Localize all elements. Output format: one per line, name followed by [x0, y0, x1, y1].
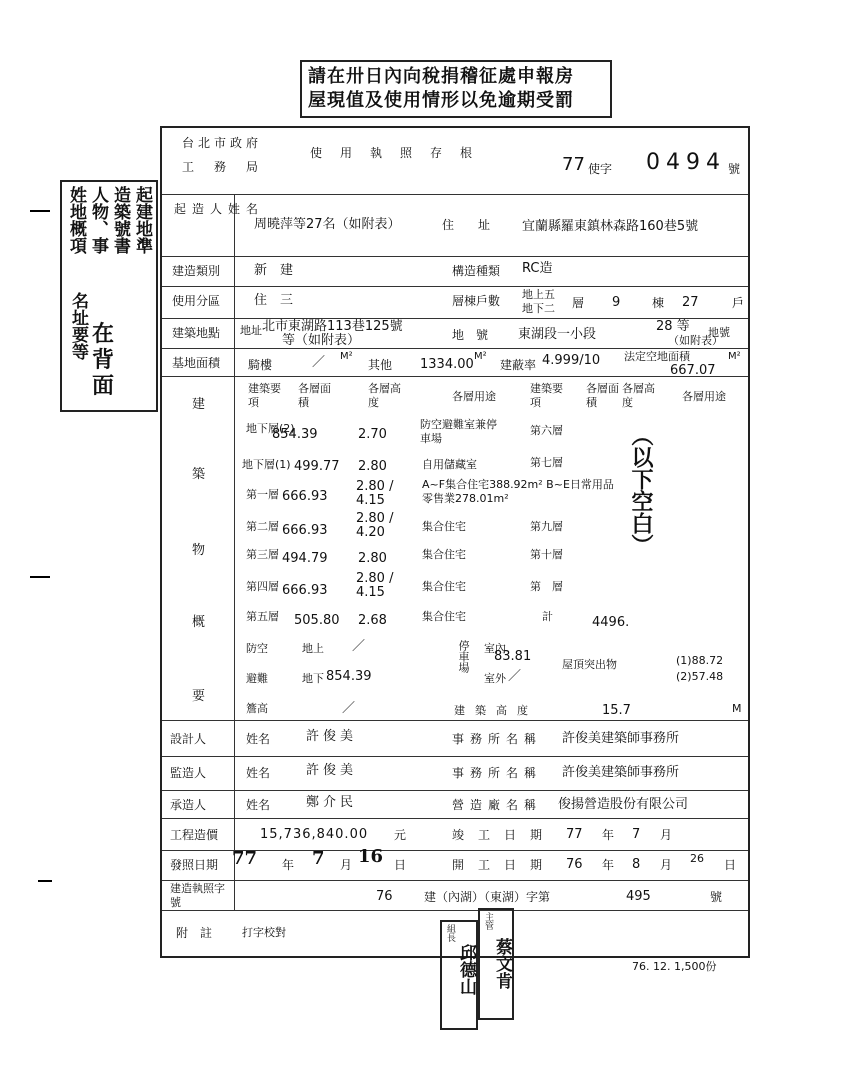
permit-suffix: 號 — [728, 162, 741, 176]
agency-line-1: 台北市政府 — [182, 136, 263, 150]
side-tail — [92, 322, 114, 400]
permit-label: 建造執照字號 — [170, 882, 225, 909]
shelter-down-value: 854.39 — [326, 669, 372, 684]
cost-value: 15,736,840.00 — [260, 827, 369, 842]
coverage-label: 建蔽率 — [500, 358, 537, 372]
builder-value: 周曉萍等27名（如附表） — [254, 217, 401, 232]
lot-number: 28 等 — [656, 319, 690, 334]
start-month-unit: 月 — [660, 858, 673, 872]
issue-day: 16 — [358, 846, 384, 867]
blank-note: （以下空白） — [628, 424, 654, 556]
floor-name: 第三層 — [246, 548, 279, 561]
seal-name-2: 蔡文肯 — [492, 938, 512, 989]
base-area-label: 基地面積 — [172, 356, 221, 370]
site-prefix: 地址 — [240, 324, 262, 337]
shelter-label-2: 避難 — [246, 672, 268, 685]
completion-label: 竣工日期 — [452, 828, 557, 842]
floor-use: 集合住宅 — [422, 610, 466, 623]
section-char-5: 要 — [192, 689, 206, 704]
parking-out-label: 室外 — [484, 672, 506, 685]
col-floor-use: 各層用途 — [452, 390, 496, 403]
parking-in-value: 83.81 — [494, 649, 532, 664]
floor-use: 集合住宅 — [422, 520, 466, 533]
form-title: 使用執照存根 — [310, 146, 491, 160]
floor-area: 854.39 — [272, 427, 318, 442]
address-value: 宜蘭縣羅東鎮林森路160巷5號 — [522, 219, 699, 234]
structure-value: RC造 — [522, 261, 553, 276]
scan-mark — [30, 210, 50, 212]
start-day-unit: 日 — [724, 858, 737, 872]
permit-year: 77 — [562, 154, 585, 175]
floors-count: 9 — [612, 295, 621, 310]
col-floor-height: 各層高度 — [368, 382, 401, 409]
seal-supervisor — [478, 908, 514, 1020]
floors-down: 地下二 — [522, 302, 555, 315]
section-char-1: 建 — [192, 397, 206, 412]
stamp-line-2: 屋現值及使用情形以免逾期受罰 — [308, 90, 574, 111]
section-char-2: 築 — [192, 467, 206, 482]
floor-name: 第一層 — [246, 488, 279, 501]
permit-suffix: 號 — [710, 890, 723, 904]
issue-day-unit: 日 — [394, 858, 407, 872]
floor-use: 集合住宅 — [422, 548, 466, 561]
seal-label-2: 主管 — [483, 912, 493, 930]
col-floor-use-r: 各層用途 — [682, 390, 726, 403]
zoning-label: 使用分區 — [172, 294, 221, 308]
section-char-4: 概 — [192, 615, 206, 630]
seal-name-1: 邱德山 — [456, 944, 476, 995]
contractor-label: 承造人 — [170, 798, 207, 812]
eave-value: ／ — [342, 701, 356, 716]
supervisor-name: 許俊美 — [306, 763, 358, 778]
shelter-label-1: 防空 — [246, 642, 268, 655]
side-note-box — [60, 180, 158, 412]
tax-notice-stamp — [300, 60, 612, 118]
side-col-3: 人物、事 — [88, 186, 108, 254]
floors-label: 層棟戶數 — [452, 294, 501, 308]
open-area-label: 法定空地面積 — [624, 350, 690, 363]
permit-no: 495 — [626, 889, 651, 904]
floor-use: 集合住宅 — [422, 580, 466, 593]
completion-month: 7 — [632, 827, 641, 842]
col-floor-area-r: 各層面積 — [586, 382, 619, 409]
start-month: 8 — [632, 857, 641, 872]
issue-month-unit: 月 — [340, 858, 353, 872]
shelter-up-label: 地上 — [302, 642, 324, 655]
open-area-unit: M² — [728, 351, 741, 362]
permit-char: 使字 — [588, 162, 613, 176]
supervisor-name-label: 姓名 — [246, 766, 271, 780]
start-label: 開工日期 — [452, 858, 557, 872]
open-area-value: 667.07 — [670, 363, 716, 378]
floor-height: 2.80 — [358, 551, 387, 566]
riding-unit: M² — [340, 351, 353, 362]
shelter-up-value: ／ — [352, 639, 366, 654]
side-tail-2: 背 — [92, 348, 115, 373]
supervisor-office-label: 事務所名稱 — [452, 766, 543, 780]
permit-year: 76 — [376, 889, 393, 904]
contractor-name-label: 姓名 — [246, 798, 271, 812]
right-floor-total: 計 — [542, 610, 553, 623]
building-count: 27 — [682, 295, 699, 310]
issue-month: 7 — [312, 848, 325, 869]
contractor-office: 俊揚營造股份有限公司 — [558, 797, 689, 812]
households-unit: 戶 — [732, 296, 745, 310]
site-value-2: 等（如附表） — [282, 333, 361, 348]
lot-suffix: 地號 — [708, 326, 730, 339]
other-unit: M² — [474, 351, 487, 362]
floor-area: 666.93 — [282, 489, 328, 504]
agency-line-2: 工 務 局 — [182, 160, 263, 174]
col-building-req-r: 建築要項 — [530, 382, 563, 409]
build-type-value: 新 建 — [254, 263, 294, 278]
col-floor-height-r: 各層高度 — [622, 382, 655, 409]
side-col-4: 姓地概項 — [66, 186, 86, 254]
floor-use: 防空避難室兼停車場 — [420, 418, 497, 445]
start-day: 26 — [690, 852, 704, 865]
designer-office: 許俊美建築師事務所 — [562, 731, 680, 746]
floor-name: 第五層 — [246, 610, 279, 623]
building-unit: 棟 — [652, 296, 665, 310]
zoning-value: 住 三 — [254, 293, 294, 308]
floor-area: 505.80 — [294, 613, 340, 628]
floor-height: 2.80 / 4.20 — [356, 511, 394, 540]
side-col-5: 名址要等 — [68, 292, 88, 360]
cost-label: 工程造價 — [170, 828, 219, 842]
permit-number: 0494 — [646, 150, 726, 175]
site-value: 北市東湖路113巷125號 — [262, 319, 403, 334]
floor-name: 地下層(2) — [246, 422, 295, 435]
build-type-label: 建造類別 — [172, 264, 221, 278]
start-year-unit: 年 — [602, 858, 615, 872]
coverage-value: 4.999/10 — [542, 353, 601, 368]
address-label: 住 址 — [442, 218, 497, 232]
col-floor-area: 各層面積 — [298, 382, 331, 409]
lot-note: （如附表） — [668, 334, 723, 347]
notes-label: 附註 — [176, 926, 225, 940]
section-char-3: 物 — [192, 543, 206, 558]
roof-value-1: (1)88.72 — [676, 654, 724, 667]
typing-check-label: 打字校對 — [242, 926, 286, 939]
height-label: 建築高度 — [454, 704, 538, 717]
right-total-value: 4496. — [592, 615, 630, 630]
floor-height: 2.68 — [358, 613, 387, 628]
parking-label: 停車場 — [457, 640, 470, 673]
issue-label: 發照日期 — [170, 858, 219, 872]
stamp-line-1: 請在卅日內向稅捐稽征處申報房 — [308, 66, 574, 87]
scan-mark — [30, 576, 50, 578]
floor-use: A~F集合住宅388.92m² B~E日常用品零售業278.01m² — [422, 478, 614, 505]
right-floor-10: 第十層 — [530, 548, 563, 561]
eave-label: 簷高 — [246, 702, 268, 715]
floor-use: 自用儲藏室 — [422, 458, 477, 471]
cost-unit: 元 — [394, 828, 407, 842]
side-tail-1: 在 — [92, 322, 115, 347]
floor-height: 2.80 — [358, 459, 387, 474]
floor-area: 499.77 — [294, 459, 340, 474]
roof-value-2: (2)57.48 — [676, 670, 724, 683]
riding-label: 騎樓 — [248, 358, 273, 372]
floor-height: 2.80 / 4.15 — [356, 479, 394, 508]
floor-name: 地下層(1) — [242, 458, 291, 471]
issue-year-unit: 年 — [282, 858, 295, 872]
floor-height: 2.70 — [358, 427, 387, 442]
other-value: 1334.00 — [420, 357, 474, 372]
builder-label: 起造人姓名 — [174, 202, 265, 216]
completion-month-unit: 月 — [660, 828, 673, 842]
right-floor-7: 第七層 — [530, 456, 563, 469]
issue-year: 77 — [232, 848, 258, 869]
floors-unit: 層 — [572, 296, 585, 310]
parking-out-value: ／ — [508, 669, 522, 684]
floor-height: 2.80 / 4.15 — [356, 571, 394, 600]
height-value: 15.7 — [602, 703, 631, 718]
parking-in-label: 室內 — [484, 642, 506, 655]
lot-value: 東湖段一小段 — [518, 327, 597, 342]
col-building-req: 建築要項 — [248, 382, 281, 409]
scan-mark — [38, 880, 52, 882]
start-year: 76 — [566, 857, 583, 872]
completion-year: 77 — [566, 827, 583, 842]
riding-value: ／ — [312, 355, 326, 370]
print-footer: 76. 12. 1,500份 — [632, 960, 717, 973]
right-floor-9: 第九層 — [530, 520, 563, 533]
permit-form — [160, 126, 750, 958]
seal-group-leader — [440, 920, 478, 1030]
height-unit: M — [732, 702, 742, 715]
contractor-name: 鄭介民 — [306, 795, 358, 810]
supervisor-label: 監造人 — [170, 766, 207, 780]
right-floor-blank: 第 層 — [530, 580, 563, 593]
designer-office-label: 事務所名稱 — [452, 732, 543, 746]
designer-label: 設計人 — [170, 732, 207, 746]
site-label: 建築地點 — [172, 326, 221, 340]
floors-up: 地上五 — [522, 288, 555, 301]
structure-label: 構造種類 — [452, 264, 501, 278]
roof-label: 屋頂突出物 — [562, 658, 617, 671]
seal-label-1: 組長 — [445, 924, 455, 942]
side-col-2: 造築號書 — [110, 186, 130, 254]
permit-text: 建（內湖）（東湖）字第 — [424, 890, 551, 904]
supervisor-office: 許俊美建築師事務所 — [562, 765, 680, 780]
other-label: 其他 — [368, 358, 393, 372]
completion-year-unit: 年 — [602, 828, 615, 842]
lot-label: 地 號 — [452, 328, 489, 342]
floor-area: 666.93 — [282, 523, 328, 538]
designer-name-label: 姓名 — [246, 732, 271, 746]
side-tail-3: 面 — [92, 374, 115, 399]
floor-name: 第二層 — [246, 520, 279, 533]
right-floor-6: 第六層 — [530, 424, 563, 437]
shelter-down-label: 地下 — [302, 672, 324, 685]
side-col-1: 起建地準 — [132, 186, 152, 254]
floor-area: 494.79 — [282, 551, 328, 566]
contractor-office-label: 營造廠名稱 — [452, 798, 543, 812]
designer-name: 許俊美 — [306, 729, 358, 744]
floor-name: 第四層 — [246, 580, 279, 593]
floor-area: 666.93 — [282, 583, 328, 598]
